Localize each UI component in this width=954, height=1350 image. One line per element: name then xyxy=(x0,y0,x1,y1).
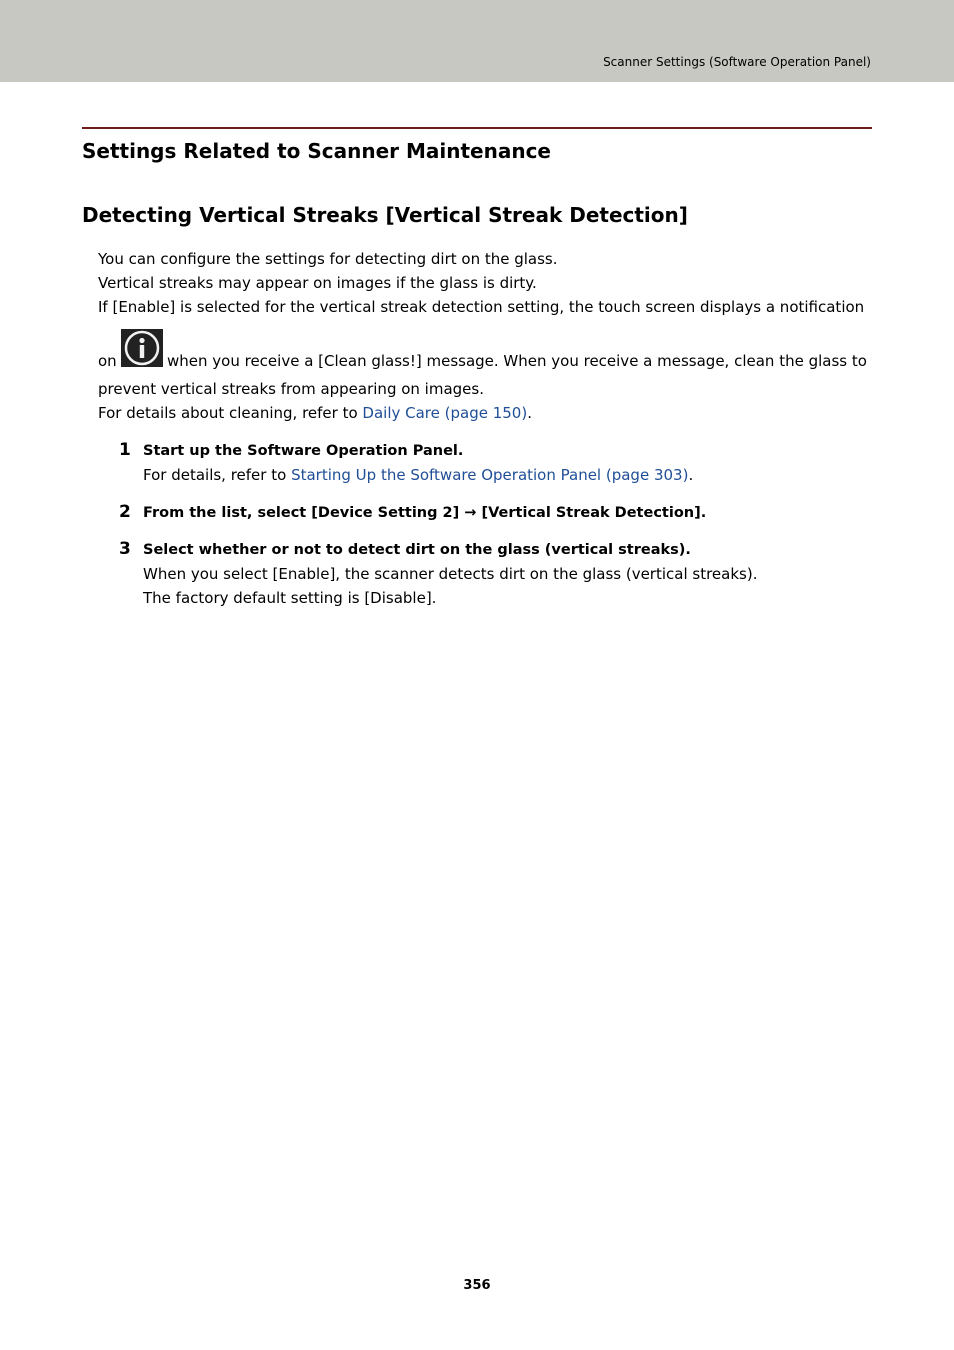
section-rule xyxy=(82,127,872,129)
intro-line-3: If [Enable] is selected for the vertical streak detection setting, the touch screen displays a notification xyxy=(98,298,865,316)
step-2-number: 2 xyxy=(119,502,131,522)
intro-line-4-start: on xyxy=(98,352,117,370)
step-1-heading: Start up the Software Operation Panel. xyxy=(143,443,464,459)
intro-line-5: prevent vertical streaks from appearing on images. xyxy=(98,380,484,398)
running-header: Scanner Settings (Software Operation Panel) xyxy=(603,55,871,69)
step-2-heading: From the list, select [Device Setting 2] → [Vertical Streak Detection]. xyxy=(143,505,707,521)
info-icon[interactable] xyxy=(121,329,163,367)
info-icon-glyph xyxy=(121,329,163,367)
step-3-detail-2: The factory default setting is [Disable]. xyxy=(143,589,437,607)
step-1-detail-text: For details, refer to xyxy=(143,466,292,484)
intro-line-4-end: when you receive a [Clean glass!] message. When you receive a message, clean the glass to xyxy=(167,352,867,370)
intro-line-2: Vertical streaks may appear on images if the glass is dirty. xyxy=(98,274,537,292)
page-title: Detecting Vertical Streaks [Vertical Streak Detection] xyxy=(82,203,688,227)
intro-line-6-text: For details about cleaning, refer to xyxy=(98,404,363,422)
header-band xyxy=(0,0,954,82)
step-3-detail-1: When you select [Enable], the scanner detects dirt on the glass (vertical streaks). xyxy=(143,565,758,583)
step-3-number: 3 xyxy=(119,539,131,559)
step-1-detail-period: . xyxy=(688,466,694,484)
step-1-detail xyxy=(143,465,693,485)
intro-line-6-period: . xyxy=(527,404,532,422)
section-title: Settings Related to Scanner Maintenance xyxy=(82,139,551,163)
step-1-number: 1 xyxy=(119,440,131,460)
intro-line-6 xyxy=(98,403,532,423)
daily-care-link[interactable]: Daily Care (page 150) xyxy=(362,404,528,422)
startup-panel-link[interactable]: Starting Up the Software Operation Panel (page 303) xyxy=(291,466,689,484)
step-3-heading: Select whether or not to detect dirt on the glass (vertical streaks). xyxy=(143,542,691,558)
page-number: 356 xyxy=(463,1278,491,1293)
intro-line-1: You can configure the settings for detecting dirt on the glass. xyxy=(98,250,558,268)
